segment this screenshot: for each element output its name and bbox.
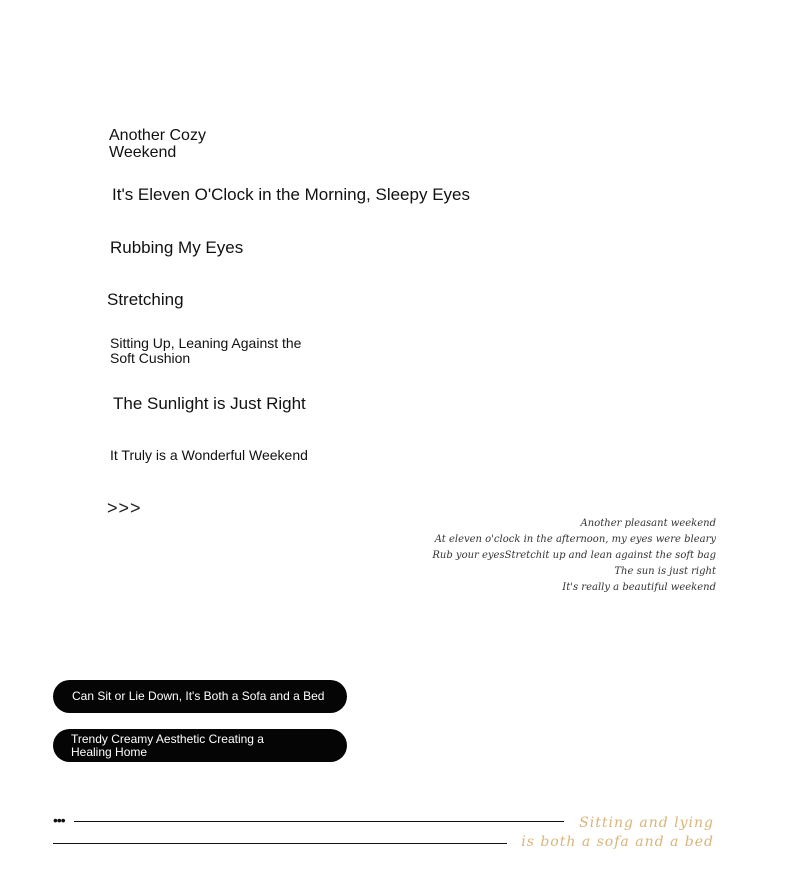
line-sitting-up: Sitting Up, Leaning Against the Soft Cushion (110, 335, 302, 366)
english-line: At eleven o'clock in the afternoon, my eyes were bleary (434, 534, 716, 545)
line-wonderful-weekend: It Truly is a Wonderful Weekend (110, 447, 308, 463)
script-caption (521, 814, 714, 852)
arrows-decoration: >>> (107, 498, 142, 518)
feature-pill-creamy-aesthetic (53, 729, 347, 762)
divider-line (74, 821, 564, 822)
dots-decoration: ••• (53, 812, 65, 828)
line-sunlight: The Sunlight is Just Right (113, 394, 306, 413)
script-line: Sitting and lying (579, 815, 714, 831)
line-eleven-oclock: It's Eleven O'Clock in the Morning, Sleepy Eyes (112, 185, 470, 204)
heading-another-cozy-weekend: Another Cozy Weekend (109, 127, 206, 161)
line-stretching: Stretching (107, 290, 184, 309)
feature-pill-sofa-bed (53, 680, 347, 713)
line-rubbing-eyes: Rubbing My Eyes (110, 238, 244, 257)
english-line: Rub your eyesStretchit up and lean against the soft bag (432, 550, 716, 561)
english-line: Another pleasant weekend (580, 518, 716, 529)
english-text-block (432, 516, 716, 596)
pill-label: Trendy Creamy Aesthetic Creating a Healing Home (71, 731, 264, 759)
english-line: It's really a beautiful weekend (562, 582, 716, 593)
pill-label: Can Sit or Lie Down, It's Both a Sofa and a Bed (72, 689, 325, 703)
english-line: The sun is just right (614, 566, 716, 577)
divider-line (53, 843, 507, 844)
script-line: is both a sofa and a bed (521, 834, 714, 850)
